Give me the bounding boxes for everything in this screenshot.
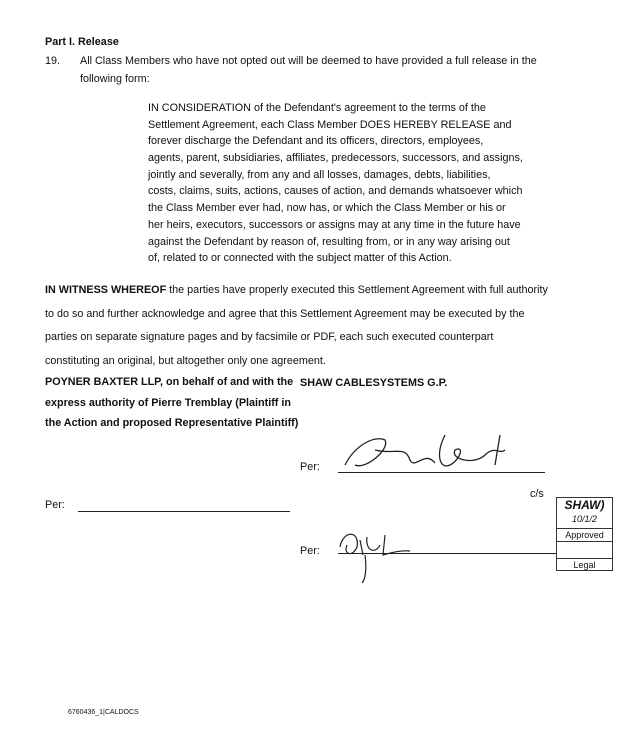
stamp-date: 10/1/2 [571, 514, 598, 524]
witness-line: parties on separate signature pages and by facsimile or PDF, each such executed counterpart [45, 331, 494, 343]
witness-line: constituting an original, but altogether only one agreement. [45, 354, 326, 367]
stamp-approved: Approved [557, 529, 612, 542]
per-label: Per: [45, 499, 65, 511]
signature-image [335, 525, 415, 585]
plaintiff-party-line: POYNER BAXTER LLP, on behalf of and with the [45, 376, 294, 388]
release-line: Settlement Agreement, each Class Member DOES HEREBY RELEASE and [148, 118, 512, 131]
release-line: agents, parent, subsidiaries, affiliates, predecessors, successors, and assigns, [148, 152, 523, 165]
stamp-legal: Legal [573, 560, 596, 570]
plaintiff-party-line: the Action and proposed Representative Plaintiff) [45, 417, 299, 429]
release-line: of, related to or connected with the subject matter of this Action. [148, 252, 452, 265]
plaintiff-party-block [45, 372, 298, 434]
per-label: Per: [300, 461, 320, 473]
paragraph-19-line: following form: [80, 73, 150, 85]
witness-line: to do so and further acknowledge and agree that this Settlement Agreement may be executed by the [45, 307, 525, 320]
defendant-party: SHAW CABLESYSTEMS G.P. [300, 377, 448, 389]
cs-label: c/s [530, 488, 544, 500]
release-line: against the Defendant by reason of, resulting from, or in any way arising out [148, 235, 510, 248]
release-line: IN CONSIDERATION of the Defendant's agreement to the terms of the [148, 102, 486, 114]
part-heading: Part I. Release [45, 36, 119, 48]
paragraph-19-line: All Class Members who have not opted out will be deemed to have provided a full release in the [80, 55, 537, 67]
paragraph-number: 19. [45, 55, 61, 67]
signature-image [335, 425, 535, 480]
release-line: the Class Member ever had, now has, or which the Class Member or his or [148, 202, 506, 215]
stamp-name: SHAW) [564, 498, 605, 512]
stamp-initials [557, 542, 612, 559]
per-label: Per: [300, 545, 320, 557]
release-line: forever discharge the Defendant and its officers, directors, employees, [148, 135, 484, 148]
release-line: jointly and severally, from any and all losses, damages, debts, liabilities, [148, 168, 491, 181]
release-line: her heirs, executors, successors or assigns may at any time in the future have [148, 218, 521, 231]
signature-line [78, 511, 290, 512]
witness-line: the parties have properly executed this Settlement Agreement with full authority [166, 284, 548, 296]
witness-lead: IN WITNESS WHEREOF [45, 284, 167, 296]
footer-doc-id: 6760436_1|CALDOCS [68, 709, 139, 716]
witness-clause [45, 279, 548, 373]
approval-stamp [556, 497, 613, 571]
release-quote [148, 100, 523, 267]
plaintiff-party-line: express authority of Pierre Tremblay (Plaintiff in [45, 396, 291, 409]
release-line: costs, claims, suits, actions, causes of action, and demands whatsoever which [148, 185, 523, 198]
